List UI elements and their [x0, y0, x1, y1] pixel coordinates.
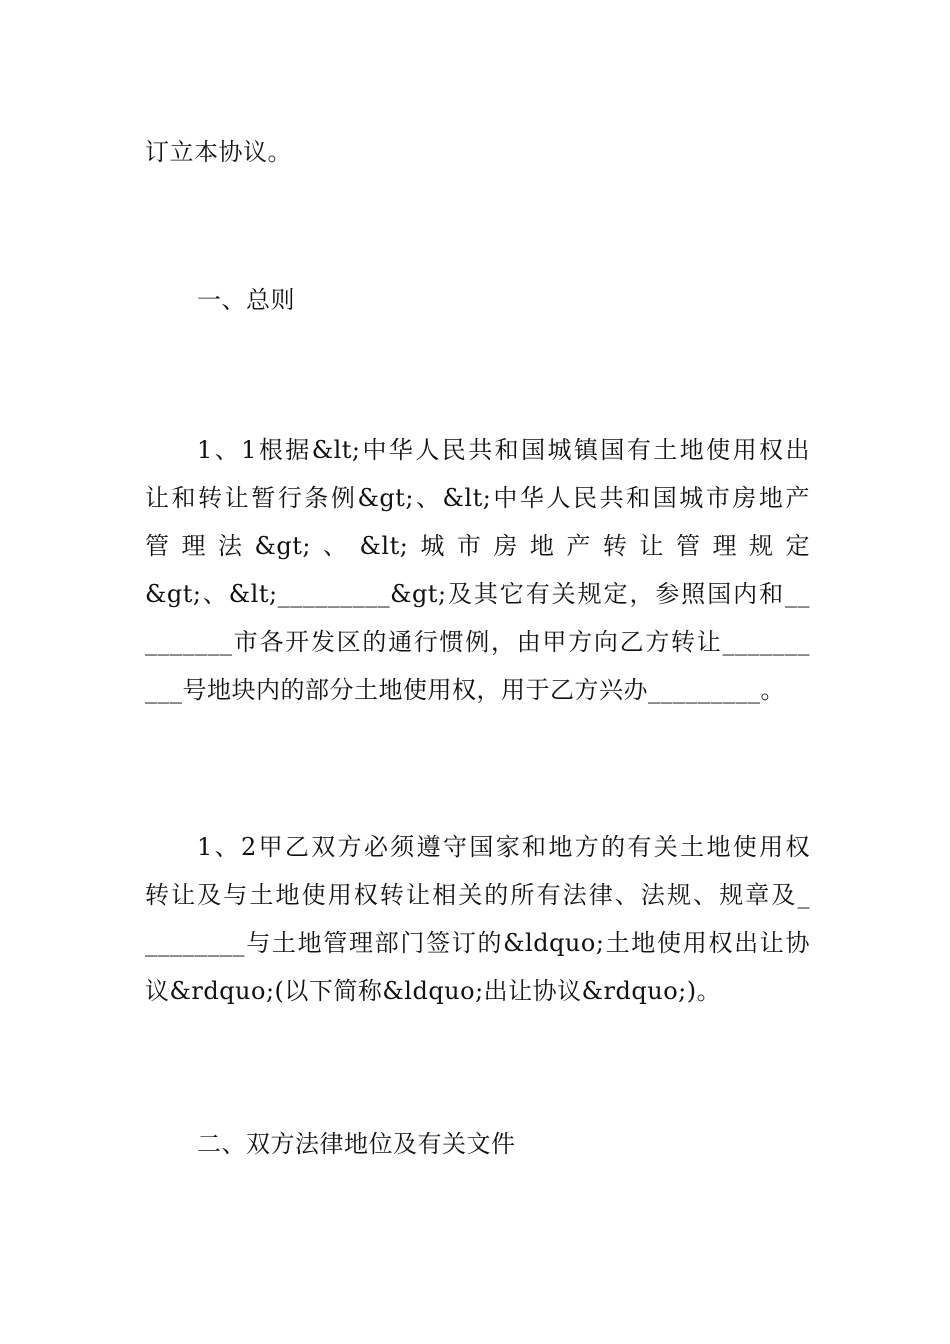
clause-line: 让和转让暂行条例&gt;、&lt;中华人民共和国城市房地产 [145, 484, 810, 512]
opening-paragraph [145, 128, 810, 176]
clause-1-2 [145, 823, 810, 1015]
section-heading-general [145, 276, 810, 324]
clause-line: 1、2甲乙双方必须遵守国家和地方的有关土地使用权 [197, 833, 810, 861]
clause-1-1 [145, 426, 810, 714]
clause-line: ___号地块内的部分土地使用权，用于乙方兴办_________。 [145, 676, 785, 704]
clause-line: ________与土地管理部门签订的&ldquo;土地使用权出让协 [145, 929, 810, 957]
clause-line: 管理法&gt;、&lt;城市房地产转让管理规定 [145, 532, 810, 560]
section-heading-legal-status [145, 1120, 810, 1168]
clause-line: 转让及与土地使用权转让相关的所有法律、法规、规章及_ [145, 881, 810, 909]
clause-line: 1、1根据&lt;中华人民共和国城镇国有土地使用权出 [197, 436, 810, 464]
section-heading: 一、总则 [197, 286, 295, 314]
clause-line: 议&rdquo;(以下简称&ldquo;出让协议&rdquo;)。 [145, 977, 722, 1005]
paragraph-line: 订立本协议。 [145, 138, 292, 166]
clause-line: &gt;、&lt;_________&gt;及其它有关规定，参照国内和__ [145, 580, 810, 608]
clause-line: _______市各开发区的通行惯例，由甲方向乙方转让_______ [145, 628, 810, 656]
section-heading: 二、双方法律地位及有关文件 [197, 1130, 516, 1158]
